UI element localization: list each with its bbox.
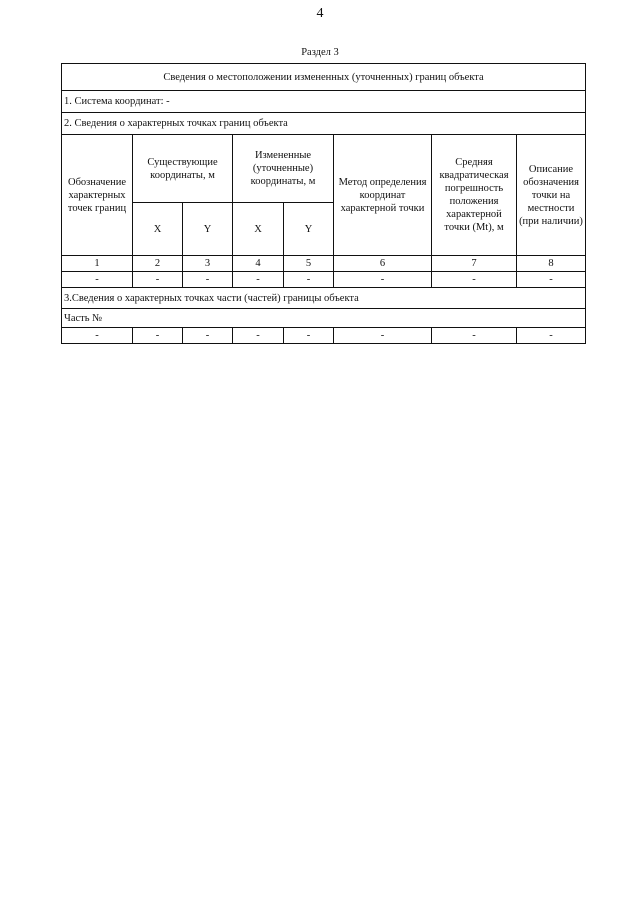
table-cell: - bbox=[133, 328, 183, 344]
column-number: 2 bbox=[133, 256, 183, 272]
points-heading-row: 2. Сведения о характерных точках границ объекта bbox=[62, 113, 586, 135]
header-changed-x: X bbox=[233, 203, 284, 256]
column-number: 3 bbox=[183, 256, 233, 272]
column-number: 5 bbox=[284, 256, 334, 272]
header-existing-coords: Существующие координаты, м bbox=[133, 135, 233, 203]
header-changed-coords: Измененные (уточненные) координаты, м bbox=[233, 135, 334, 203]
table-row bbox=[62, 272, 586, 288]
column-number: 6 bbox=[334, 256, 432, 272]
table-cell: - bbox=[284, 328, 334, 344]
table-cell: - bbox=[233, 328, 284, 344]
table-cell: - bbox=[62, 272, 133, 288]
column-number: 4 bbox=[233, 256, 284, 272]
table-cell: - bbox=[183, 328, 233, 344]
header-changed-y: Y bbox=[284, 203, 334, 256]
column-number: 8 bbox=[517, 256, 586, 272]
header-existing-y: Y bbox=[183, 203, 233, 256]
part-number-row: Часть № bbox=[62, 309, 586, 328]
table-cell: - bbox=[334, 328, 432, 344]
table-cell: - bbox=[334, 272, 432, 288]
header-error: Средняя квадратическая погрешность положения характерной точки (Mt), м bbox=[432, 135, 517, 256]
table-cell: - bbox=[284, 272, 334, 288]
table-row bbox=[62, 328, 586, 344]
header-designation: Обозначение характерных точек границ bbox=[62, 135, 133, 256]
column-number: 1 bbox=[62, 256, 133, 272]
boundary-points-table bbox=[61, 63, 586, 344]
parts-heading-row: 3.Сведения о характерных точках части (частей) границы объекта bbox=[62, 288, 586, 309]
table-cell: - bbox=[432, 328, 517, 344]
table-cell: - bbox=[432, 272, 517, 288]
table-cell: - bbox=[183, 272, 233, 288]
section-title: Раздел 3 bbox=[301, 47, 339, 58]
table-cell: - bbox=[62, 328, 133, 344]
header-existing-x: X bbox=[133, 203, 183, 256]
table-cell: - bbox=[133, 272, 183, 288]
column-number: 7 bbox=[432, 256, 517, 272]
coordinate-system-row: 1. Система координат: - bbox=[62, 91, 586, 113]
table-title: Сведения о местоположении измененных (уточненных) границ объекта bbox=[62, 64, 586, 91]
table-cell: - bbox=[517, 328, 586, 344]
header-method: Метод определения координат характерной точки bbox=[334, 135, 432, 256]
header-description: Описание обозначения точки на местности (при наличии) bbox=[517, 135, 586, 256]
table-cell: - bbox=[233, 272, 284, 288]
page-number: 4 bbox=[316, 6, 324, 21]
column-numbers-row bbox=[62, 256, 586, 272]
table-cell: - bbox=[517, 272, 586, 288]
